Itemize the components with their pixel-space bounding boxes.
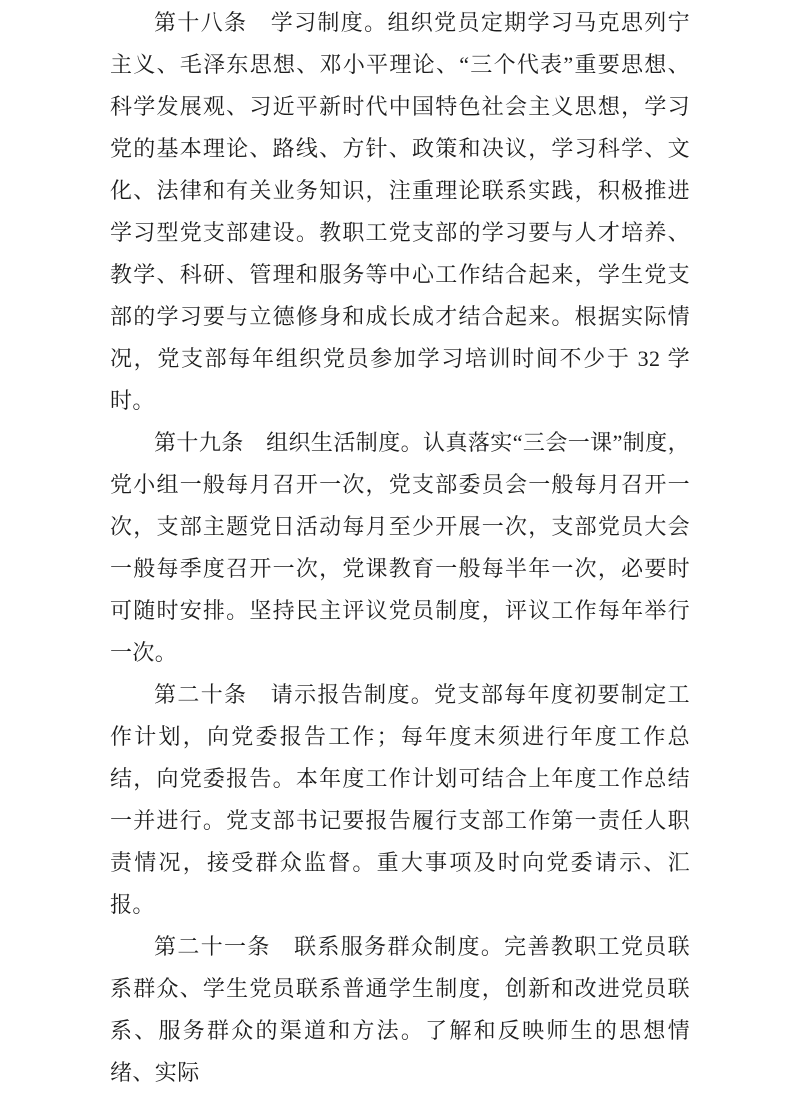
paragraph-article-21: 第二十一条 联系服务群众制度。完善教职工党员联系群众、学生党员联系普通学生制度，创新和改进党员联系、服务群众的渠道和方法。了解和反映师生的思想情绪、实际	[110, 934, 690, 1085]
document-page	[110, 2, 690, 1094]
paragraph-article-20: 第二十条 请示报告制度。党支部每年度初要制定工作计划，向党委报告工作；每年度末须进行年度工作总结，向党委报告。本年度工作计划可结合上年度工作总结一并进行。党支部书记要报告履行支部工作第一责任人职责情况，接受群众监督。重大事项及时向党委请示、汇报。	[110, 682, 690, 917]
paragraph-article-19: 第十九条 组织生活制度。认真落实“三会一课”制度，党小组一般每月召开一次，党支部委员会一般每月召开一次，支部主题党日活动每月至少开展一次，支部党员大会一般每季度召开一次，党课教育一般每半年一次，必要时可随时安排。坚持民主评议党员制度，评议工作每年举行一次。	[110, 430, 690, 665]
paragraph-article-18: 第十八条 学习制度。组织党员定期学习马克思列宁主义、毛泽东思想、邓小平理论、“三个代表”重要思想、科学发展观、习近平新时代中国特色社会主义思想，学习党的基本理论、路线、方针、政策和决议，学习科学、文化、法律和有关业务知识，注重理论联系实践，积极推进学习型党支部建设。教职工党支部的学习要与人才培养、教学、科研、管理和服务等中心工作结合起来，学生党支部的学习要与立德修身和成长成才结合起来。根据实际情况，党支部每年组织党员参加学习培训时间不少于 32 学时。	[110, 10, 690, 413]
